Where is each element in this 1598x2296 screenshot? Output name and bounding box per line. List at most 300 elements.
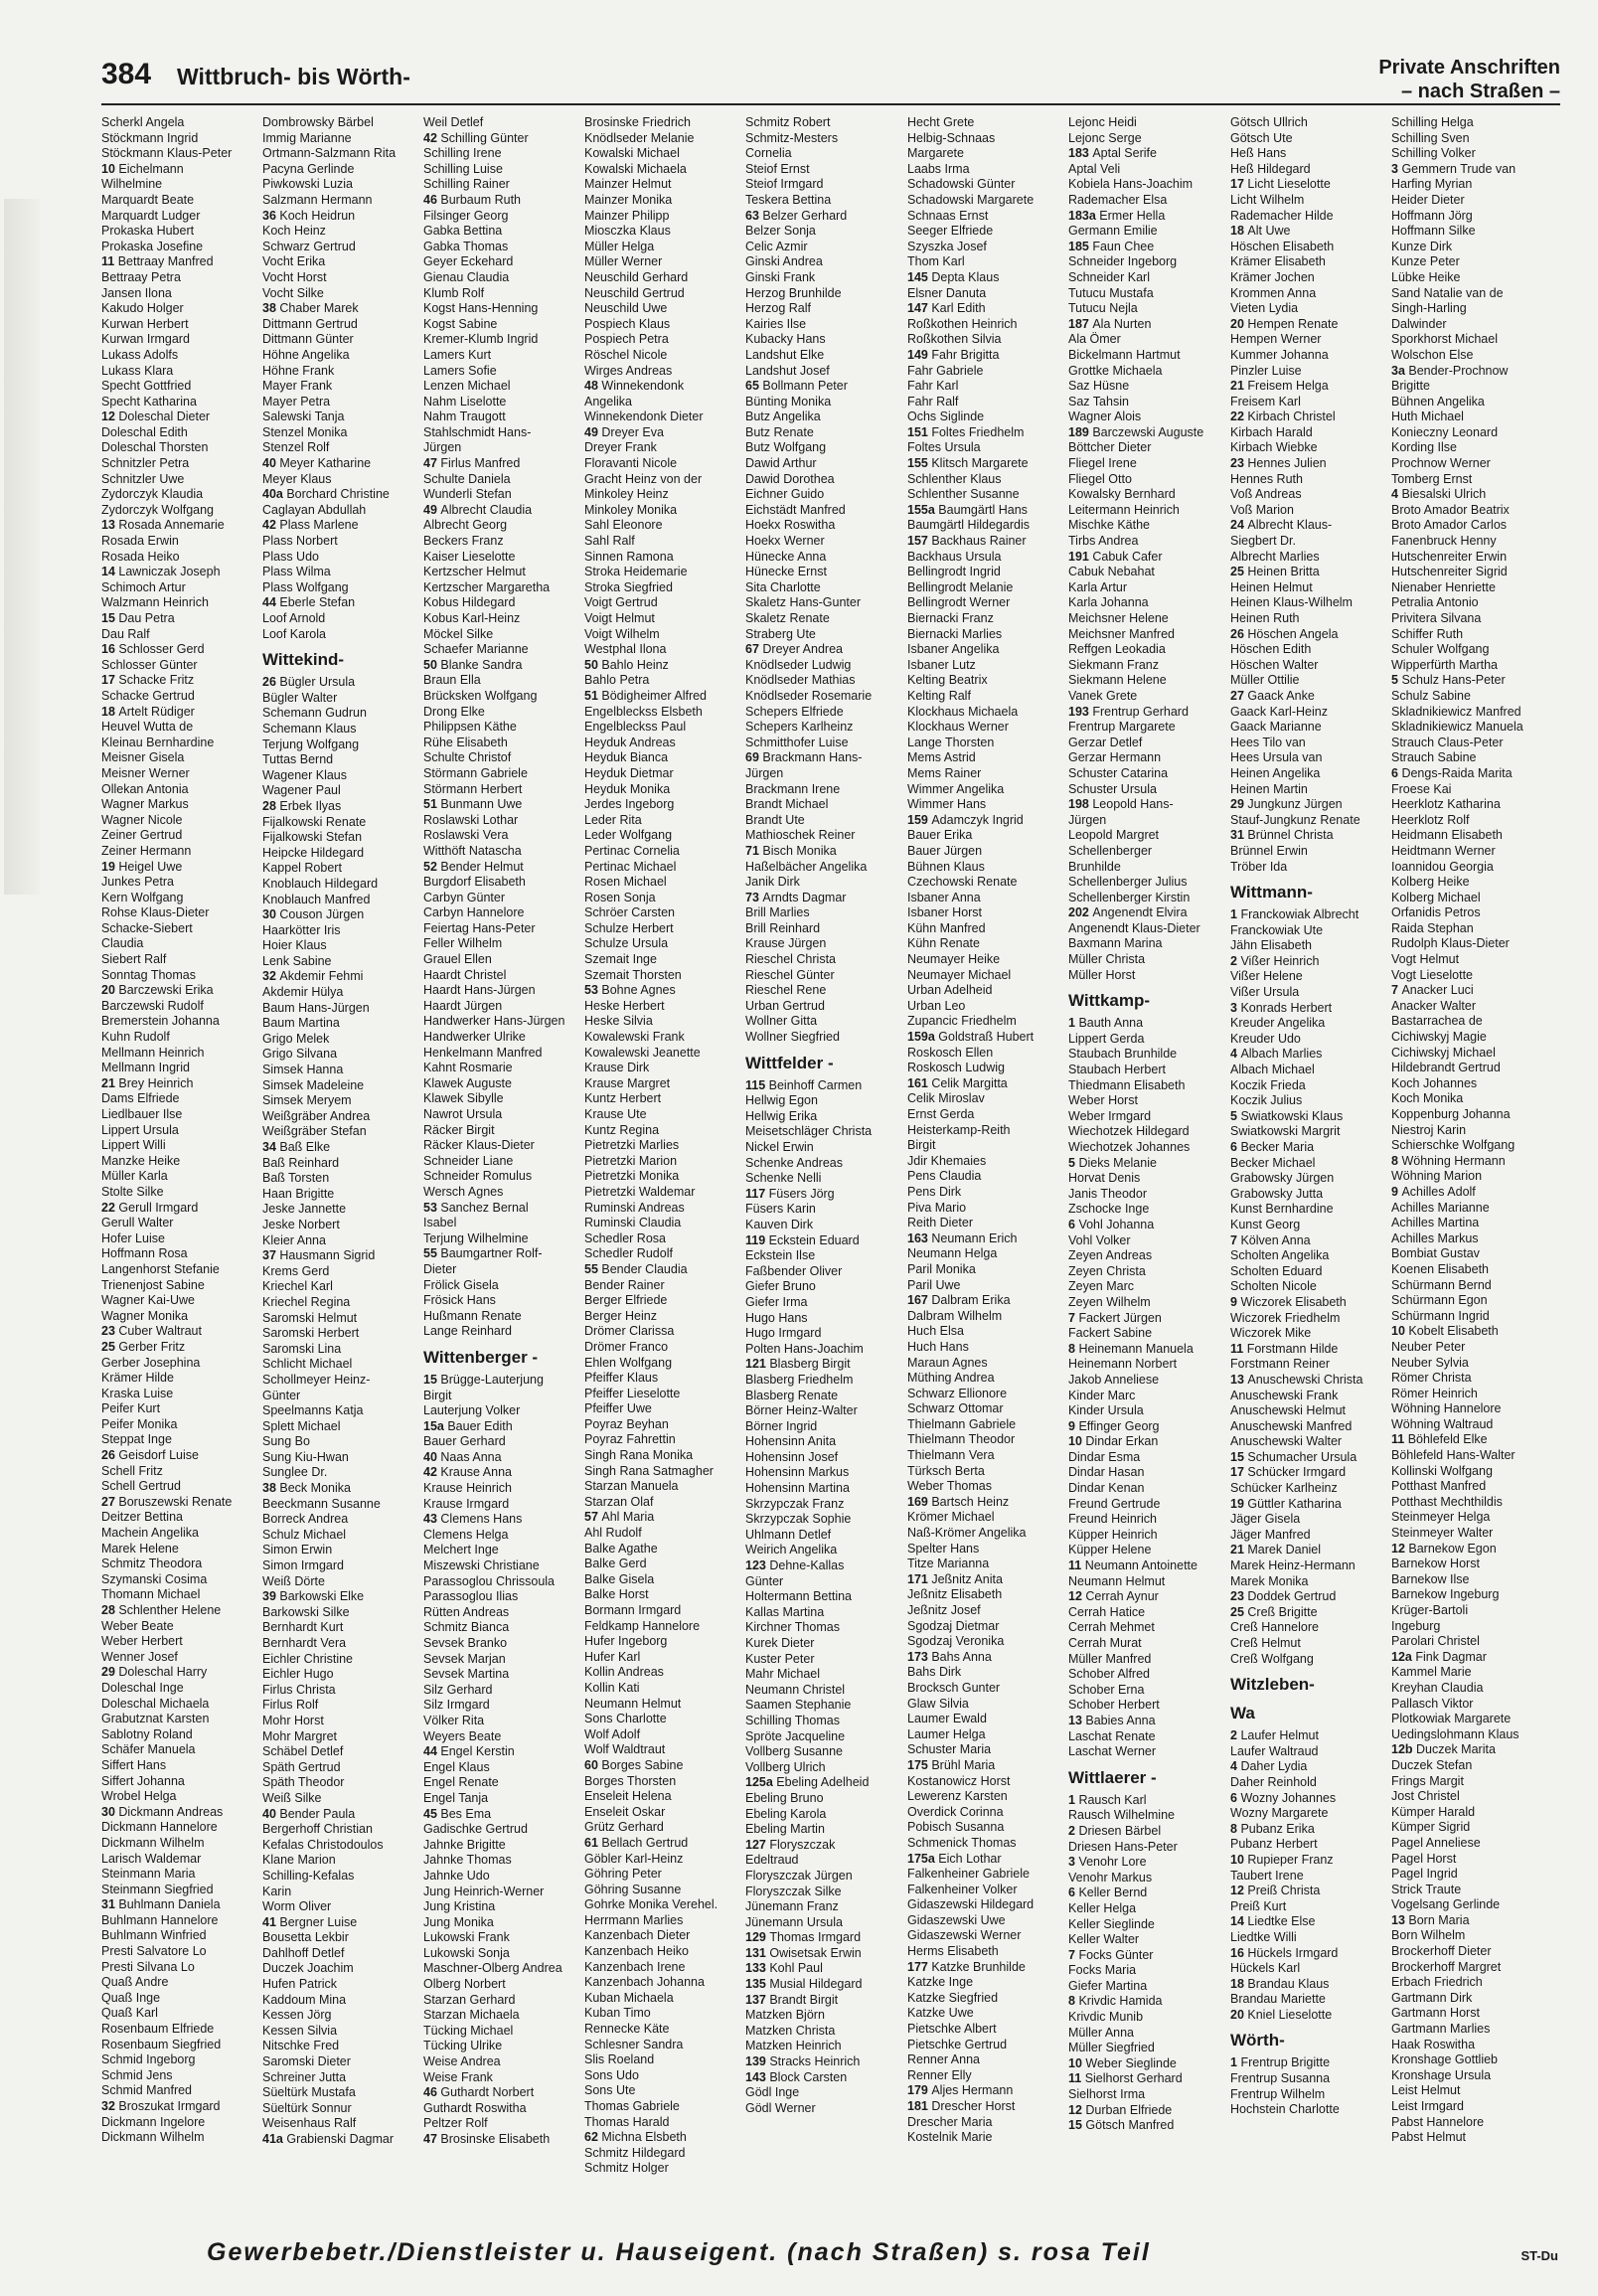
resident-entry: Engelbleckss Elsbeth: [584, 704, 703, 719]
resident-entry: 117 Füsers Jörg: [745, 1186, 835, 1201]
resident-entry: 42 Plass Marlene: [262, 518, 359, 533]
resident-entry: 49 Dreyer Eva: [584, 424, 664, 439]
house-number: 48: [584, 379, 602, 394]
directory-column: [907, 115, 1066, 2146]
resident-entry: Knödlseder Mathias: [745, 673, 856, 688]
resident-entry: Carbyn Günter: [423, 890, 505, 904]
resident-entry: 9 Wiczorek Elisabeth: [1230, 1294, 1347, 1309]
house-number: 23: [101, 1324, 119, 1339]
resident-entry: Dams Elfriede: [101, 1091, 180, 1106]
house-number: 49: [584, 424, 602, 439]
resident-entry: Driesen Hans-Peter: [1068, 1839, 1178, 1854]
resident-entry: 41 Bergner Luise: [262, 1914, 358, 1929]
resident-entry: Weber Herbert: [101, 1634, 183, 1649]
resident-entry: Lange Thorsten: [907, 735, 995, 749]
resident-entry: Sand Natalie van de: [1391, 285, 1504, 300]
house-number: 71: [745, 843, 763, 858]
resident-entry: 169 Bartsch Heinz: [907, 1494, 1010, 1509]
resident-entry: Heinen Angelika: [1230, 765, 1321, 780]
resident-entry: Focks Maria: [1068, 1963, 1137, 1978]
resident-entry: Herzog Ralf: [745, 301, 811, 316]
resident-entry: 123 Dehne-Kallas: [745, 1558, 845, 1573]
resident-entry: Vollberg Ulrich: [745, 1759, 826, 1774]
resident-entry: 181 Drescher Horst: [907, 2099, 1016, 2113]
resident-entry: Stauf-Jungkunz Renate: [1230, 812, 1360, 827]
resident-entry: Blasberg Friedhelm: [745, 1372, 854, 1387]
resident-entry: Kreyhan Claudia: [1391, 1680, 1484, 1695]
resident-entry: Lenzen Michael: [423, 379, 511, 394]
resident-entry: Götsch Ullrich: [1230, 115, 1308, 129]
house-number: 10: [1068, 2055, 1086, 2070]
resident-entry: Göhring Susanne: [584, 1882, 682, 1896]
resident-entry: Thielmann Theodor: [907, 1432, 1016, 1447]
resident-entry: 189 Barczewski Auguste: [1068, 424, 1204, 439]
resident-entry: 22 Gerull Irmgard: [101, 1200, 199, 1215]
resident-entry: Heyduk Dietmar: [584, 765, 674, 780]
resident-entry: Walzmann Heinrich: [101, 595, 209, 610]
resident-entry: Germann Emilie: [1068, 224, 1158, 239]
resident-entry: Schmenick Thomas: [907, 1835, 1017, 1850]
resident-entry: Wagner Markus: [101, 797, 189, 812]
resident-entry: Schilling Sven: [1391, 130, 1470, 145]
resident-entry: Mohr Horst: [262, 1713, 324, 1727]
resident-entry: Schuster Catarina: [1068, 765, 1169, 780]
house-number: 3: [1068, 1855, 1079, 1870]
resident-entry: Kostelnik Marie: [907, 2130, 993, 2145]
resident-entry: Anuschewski Walter: [1230, 1434, 1343, 1449]
resident-entry: 1 Frentrup Brigitte: [1230, 2055, 1331, 2070]
resident-entry: Götsch Ute: [1230, 130, 1293, 145]
resident-entry: Dindar Hasan: [1068, 1465, 1145, 1480]
house-number: 20: [1230, 2007, 1248, 2022]
resident-entry: Giefer Martina: [1068, 1978, 1148, 1993]
resident-entry: 13 Anuschewski Christa: [1230, 1372, 1363, 1387]
resident-entry: Anacker Walter: [1391, 998, 1476, 1013]
resident-entry: Ingeburg: [1391, 1618, 1441, 1633]
resident-entry: Pietretzki Marion: [584, 1153, 678, 1168]
resident-entry: Krämer Hilde: [101, 1371, 174, 1386]
resident-entry: 7 Kölven Anna: [1230, 1232, 1311, 1247]
resident-entry: Specht Katharina: [101, 394, 197, 409]
house-number: 18: [1230, 224, 1248, 239]
resident-entry: Krause Margret: [584, 1075, 671, 1090]
resident-entry: Leder Wolfgang: [584, 828, 673, 843]
house-number: 147: [907, 301, 932, 316]
resident-entry: Roßkothen Heinrich: [907, 316, 1018, 331]
resident-entry: Wersch Agnes: [423, 1184, 504, 1199]
resident-entry: Göhring Peter: [584, 1867, 662, 1882]
resident-entry: Sons Ute: [584, 2083, 636, 2098]
resident-entry: Kaiser Lieselotte: [423, 549, 516, 564]
resident-entry: Worm Oliver: [262, 1899, 332, 1914]
resident-entry: Zydorczyk Klaudia: [101, 487, 204, 502]
resident-entry: Hoier Klaus: [262, 938, 327, 953]
house-number: 198: [1068, 797, 1093, 812]
resident-entry: Loof Karola: [262, 626, 326, 641]
house-number: 7: [1068, 1947, 1079, 1962]
resident-entry: Lukass Klara: [101, 363, 174, 378]
resident-entry: Zydorczyk Wolfgang: [101, 502, 215, 517]
house-number: 67: [745, 642, 763, 657]
resident-entry: Krommen Anna: [1230, 285, 1317, 300]
house-number: 45: [423, 1806, 441, 1821]
resident-entry: Voigt Gertrud: [584, 595, 658, 610]
house-number: 10: [1230, 1852, 1248, 1867]
resident-entry: Krause Irmgard: [423, 1496, 510, 1511]
resident-entry: Poyraz Beyhan: [584, 1416, 669, 1431]
resident-entry: Parolari Christel: [1391, 1634, 1480, 1649]
resident-entry: 28 Schlenther Helene: [101, 1603, 222, 1617]
resident-entry: 10 Dindar Erkan: [1068, 1434, 1159, 1449]
resident-entry: Krämer Jochen: [1230, 269, 1315, 284]
resident-entry: Zeyen Andreas: [1068, 1248, 1153, 1263]
resident-entry: 45 Bes Ema: [423, 1806, 492, 1821]
resident-entry: Brill Reinhard: [745, 920, 821, 935]
house-number: 9: [1230, 1294, 1241, 1309]
resident-entry: Liedtke Willi: [1230, 1929, 1297, 1944]
street-heading: Wittlaerer -: [1068, 1767, 1157, 1787]
resident-entry: 55 Baumgartner Rolf-: [423, 1246, 543, 1261]
resident-entry: Stenzel Rolf: [262, 440, 330, 455]
resident-entry: Lippert Ursula: [101, 1122, 179, 1137]
resident-entry: Thielmann Gabriele: [907, 1416, 1017, 1431]
resident-entry: Bauer Jürgen: [907, 843, 983, 858]
resident-entry: Schober Erna: [1068, 1682, 1145, 1697]
resident-entry: Neumann Helmut: [1068, 1573, 1166, 1588]
resident-entry: 7 Focks Günter: [1068, 1947, 1154, 1962]
resident-entry: Balke Gerd: [584, 1557, 647, 1571]
resident-entry: Ollekan Antonia: [101, 781, 189, 796]
resident-entry: Mischke Käthe: [1068, 518, 1150, 533]
resident-entry: 17 Schücker Irmgard: [1230, 1465, 1347, 1480]
resident-entry: 177 Katzke Brunhilde: [907, 1959, 1026, 1974]
resident-entry: Lange Reinhard: [423, 1324, 512, 1339]
resident-entry: Kahnt Rosmarie: [423, 1061, 513, 1075]
resident-entry: Hellwig Egon: [745, 1093, 818, 1108]
resident-entry: Backhaus Ursula: [907, 549, 1002, 564]
house-number: 23: [1230, 1589, 1248, 1604]
resident-entry: Späth Theodor: [262, 1775, 345, 1790]
resident-entry: 1 Franckowiak Albrecht: [1230, 907, 1359, 922]
resident-entry: Horvat Denis: [1068, 1171, 1141, 1186]
resident-entry: Weil Detlef: [423, 115, 484, 129]
resident-entry: Skladnikiewicz Manfred: [1391, 704, 1521, 719]
resident-entry: Weiß Silke: [262, 1790, 322, 1805]
resident-entry: Höhne Angelika: [262, 347, 350, 362]
resident-entry: Börner Ingrid: [745, 1418, 818, 1433]
resident-entry: Wiechotzek Johannes: [1068, 1140, 1191, 1154]
house-number: 26: [101, 1448, 119, 1463]
house-number: 53: [584, 983, 602, 998]
resident-entry: Mainzer Helmut: [584, 177, 672, 192]
resident-entry: Hohensinn Josef: [745, 1449, 839, 1464]
resident-entry: Aptal Veli: [1068, 161, 1121, 176]
resident-entry: Hohensinn Anita: [745, 1434, 837, 1449]
resident-entry: 149 Fahr Brigitta: [907, 347, 1000, 362]
resident-entry: Wöhning Waltraud: [1391, 1416, 1494, 1431]
resident-entry: Hoekx Werner: [745, 534, 825, 549]
house-number: 191: [1068, 549, 1093, 564]
resident-entry: Faßbender Oliver: [745, 1263, 843, 1278]
resident-entry: Skladnikiewicz Manuela: [1391, 720, 1523, 735]
resident-entry: Isbaner Horst: [907, 905, 983, 920]
resident-entry: Barnekow Ingeburg: [1391, 1587, 1500, 1602]
resident-entry: Borges Thorsten: [584, 1773, 677, 1788]
resident-entry: Füsers Karin: [745, 1202, 816, 1217]
resident-entry: Brandau Mariette: [1230, 1992, 1326, 2007]
resident-entry: Hufer Ingeborg: [584, 1634, 668, 1649]
street-heading: Wittmann-: [1230, 883, 1313, 902]
house-number: 8: [1068, 1994, 1079, 2009]
footer-note: Gewerbebetr./Dienstleister u. Hauseigent. (nach Straßen) s. rosa Teil: [207, 2238, 1151, 2266]
resident-entry: Schulz Michael: [262, 1527, 347, 1542]
house-number: 6: [1068, 1886, 1079, 1900]
resident-entry: Feiertag Hans-Peter: [423, 920, 536, 935]
house-number: 36: [262, 208, 280, 223]
resident-entry: Engel Klaus: [423, 1759, 490, 1774]
resident-entry: Dickmann Hannelore: [101, 1820, 218, 1835]
resident-entry: Koch Johannes: [1391, 1075, 1478, 1090]
resident-entry: Roslawski Lothar: [423, 812, 519, 827]
resident-entry: Landshut Elke: [745, 347, 825, 362]
resident-entry: Trienenjost Sabine: [101, 1277, 205, 1292]
resident-entry: Fahr Karl: [907, 379, 959, 394]
resident-entry: 3 Venohr Lore: [1068, 1855, 1147, 1870]
resident-entry: Krömer Michael: [907, 1510, 995, 1525]
resident-entry: Lukass Adolfs: [101, 347, 179, 362]
resident-entry: Schenke Nelli: [745, 1171, 822, 1186]
house-number: 40: [262, 456, 280, 471]
house-number: 13: [1068, 1713, 1086, 1727]
house-number: 25: [1230, 565, 1248, 579]
resident-entry: Kuban Michaela: [584, 1990, 674, 2005]
resident-entry: Specht Gottfried: [101, 379, 192, 394]
resident-entry: Frentrup Susanna: [1230, 2071, 1331, 2086]
resident-entry: Barkowski Silke: [262, 1604, 350, 1619]
resident-entry: Renner Elly: [907, 2067, 972, 2082]
resident-entry: Hecht Grete: [907, 115, 975, 129]
resident-entry: Neuschild Gertrud: [584, 285, 685, 300]
resident-entry: Wipperfürth Martha: [1391, 657, 1498, 672]
resident-entry: Buhlmann Winfried: [101, 1928, 207, 1943]
resident-entry: Cichiwskyj Magie: [1391, 1030, 1487, 1045]
resident-entry: Saz Hüsne: [1068, 379, 1130, 394]
resident-entry: Pfeiffer Uwe: [584, 1401, 652, 1416]
resident-entry: Schnitzler Petra: [101, 456, 190, 471]
house-number: 52: [423, 859, 441, 874]
resident-entry: Cerrah Mehmet: [1068, 1620, 1155, 1635]
resident-entry: Voß Marion: [1230, 502, 1294, 517]
resident-entry: Leopold Margret: [1068, 828, 1160, 843]
resident-entry: Hünecke Anna: [745, 549, 827, 564]
resident-entry: Pallasch Viktor: [1391, 1696, 1474, 1711]
resident-entry: Eckstein Ilse: [745, 1248, 816, 1263]
resident-entry: Steinmeyer Helga: [1391, 1510, 1491, 1525]
resident-entry: Grabowsky Jürgen: [1230, 1171, 1335, 1186]
resident-entry: 23 Doddek Gertrud: [1230, 1589, 1337, 1604]
resident-entry: Ginski Andrea: [745, 254, 823, 269]
resident-entry: Kirbach Wiebke: [1230, 440, 1318, 455]
street-heading: Wörth-: [1230, 2031, 1285, 2050]
house-number: 4: [1230, 1759, 1241, 1774]
resident-entry: Kreuder Angelika: [1230, 1016, 1326, 1031]
resident-entry: Koczik Julius: [1230, 1093, 1303, 1108]
house-number: 21: [101, 1075, 119, 1090]
resident-entry: Heerklotz Katharina: [1391, 797, 1501, 812]
resident-entry: Böttcher Dieter: [1068, 440, 1152, 455]
resident-entry: 17 Schacke Fritz: [101, 673, 195, 688]
resident-entry: Strauch Claus-Peter: [1391, 735, 1504, 749]
resident-entry: Schmitz Robert: [745, 115, 831, 129]
resident-entry: 183a Ermer Hella: [1068, 208, 1166, 223]
resident-entry: Meisetschläger Christa: [745, 1124, 873, 1139]
resident-entry: Grabowsky Jutta: [1230, 1186, 1324, 1201]
resident-entry: Sablotny Roland: [101, 1726, 193, 1741]
resident-entry: Frölick Gisela: [423, 1277, 499, 1292]
directory-column: [745, 115, 904, 2116]
resident-entry: 12 Doleschal Dieter: [101, 410, 211, 424]
resident-entry: 115 Beinhoff Carmen: [745, 1077, 863, 1092]
resident-entry: Schulz Sabine: [1391, 688, 1471, 703]
resident-entry: Beeckmann Susanne: [262, 1496, 381, 1511]
resident-entry: Dalwinder: [1391, 316, 1447, 331]
house-number: 5: [1068, 1155, 1079, 1170]
house-number: 3: [1391, 161, 1402, 176]
resident-entry: Kowalsky Bernhard: [1068, 487, 1176, 502]
house-number: 7: [1391, 983, 1402, 998]
resident-entry: Hees Ursula van: [1230, 750, 1323, 765]
resident-entry: 44 Engel Kerstin: [423, 1744, 515, 1759]
resident-entry: Weißgräber Stefan: [262, 1124, 367, 1139]
house-number: 177: [907, 1959, 932, 1974]
resident-entry: Brocksch Gunter: [907, 1680, 1001, 1695]
resident-entry: 38 Beck Monika: [262, 1481, 351, 1496]
resident-entry: Mainzer Monika: [584, 192, 673, 207]
resident-entry: Terjung Wilhelmine: [423, 1230, 529, 1245]
resident-entry: Machein Angelika: [101, 1526, 199, 1541]
resident-entry: Siekmann Helene: [1068, 673, 1167, 688]
resident-entry: Isabel: [423, 1216, 457, 1230]
resident-entry: 143 Block Carsten: [745, 2069, 848, 2084]
resident-entry: 163 Neumann Erich: [907, 1230, 1018, 1245]
resident-entry: Lenk Sabine: [262, 953, 332, 968]
house-number: 183: [1068, 146, 1093, 161]
resident-entry: Gidaszewski Uwe: [907, 1912, 1006, 1927]
resident-entry: Müller Ottilie: [1230, 673, 1300, 688]
resident-entry: 185 Faun Chee: [1068, 239, 1155, 253]
resident-entry: Heß Hans: [1230, 146, 1287, 161]
resident-entry: Knödlseder Ludwig: [745, 657, 852, 672]
resident-entry: 32 Akdemir Fehmi: [262, 969, 364, 984]
resident-entry: Dombrowsky Bärbel: [262, 115, 374, 129]
resident-entry: Pertinac Cornelia: [584, 843, 680, 858]
resident-entry: Teskera Bettina: [745, 192, 832, 207]
resident-entry: Kaddoum Mina: [262, 1992, 347, 2007]
resident-entry: Scholten Nicole: [1230, 1279, 1317, 1294]
resident-entry: Weise Frank: [423, 2069, 493, 2084]
resident-entry: Schneider Ingeborg: [1068, 254, 1178, 269]
house-number: 17: [1230, 1465, 1248, 1480]
resident-entry: Laufer Waltraud: [1230, 1743, 1319, 1758]
house-number: 19: [101, 859, 119, 874]
resident-entry: 53 Sanchez Bernal: [423, 1200, 529, 1215]
resident-entry: Nickel Erwin: [745, 1140, 814, 1154]
resident-entry: Kunst Georg: [1230, 1217, 1301, 1231]
resident-entry: Staubach Brunhilde: [1068, 1047, 1178, 1062]
page-header: [101, 52, 1560, 105]
resident-entry: Koch Monika: [1391, 1091, 1464, 1106]
resident-entry: Voigt Helmut: [584, 611, 655, 625]
resident-entry: Weber Thomas: [907, 1479, 992, 1494]
street-heading: Witzleben-: [1230, 1675, 1315, 1695]
resident-entry: Müller Horst: [1068, 967, 1136, 982]
house-number: 125a: [745, 1775, 777, 1790]
resident-entry: Cichiwskyj Michael: [1391, 1045, 1496, 1060]
resident-entry: Simsek Hanna: [262, 1063, 344, 1077]
resident-entry: Müller Siegfried: [1068, 2041, 1155, 2055]
resident-entry: Splett Michael: [262, 1418, 341, 1433]
resident-entry: Gienau Claudia: [423, 269, 510, 284]
resident-entry: Kakudo Holger: [101, 301, 184, 316]
resident-entry: Birgit: [907, 1138, 936, 1153]
resident-entry: Feller Wilhelm: [423, 936, 503, 951]
resident-entry: Kühn Manfred: [907, 920, 986, 935]
resident-entry: 15 Dau Petra: [101, 611, 175, 625]
street-range-title: Wittbruch- bis Wörth-: [177, 64, 410, 89]
resident-entry: Saromski Herbert: [262, 1326, 360, 1341]
resident-entry: Wimmer Angelika: [907, 781, 1005, 796]
resident-entry: 42 Schilling Günter: [423, 130, 529, 145]
resident-entry: 71 Bisch Monika: [745, 843, 837, 858]
resident-entry: Schmitz Theodora: [101, 1557, 203, 1571]
resident-entry: 43 Clemens Hans: [423, 1512, 523, 1527]
resident-entry: Hoekx Roswitha: [745, 518, 836, 533]
resident-entry: Skrzypczak Franz: [745, 1496, 845, 1511]
resident-entry: Lukowski Sonja: [423, 1945, 510, 1960]
resident-entry: 18 Brandau Klaus: [1230, 1976, 1330, 1991]
resident-entry: Sevsek Martina: [423, 1667, 510, 1682]
directory-column: [262, 115, 421, 2148]
resident-entry: Kording Ilse: [1391, 440, 1458, 455]
resident-entry: Pfeiffer Klaus: [584, 1371, 659, 1386]
resident-entry: Gerber Josephina: [101, 1355, 201, 1370]
resident-entry: Kolberg Heike: [1391, 875, 1470, 890]
resident-entry: Heuvel Wutta de: [101, 720, 194, 735]
resident-entry: Matzken Björn: [745, 2008, 825, 2023]
house-number: 15: [1230, 1449, 1248, 1464]
house-number: 123: [745, 1558, 770, 1573]
resident-entry: Vocht Silke: [262, 285, 324, 300]
resident-entry: Schneider Romulus: [423, 1169, 533, 1184]
resident-entry: Isbaner Angelika: [907, 642, 1000, 657]
house-number: 46: [423, 192, 441, 207]
resident-entry: Schürmann Egon: [1391, 1293, 1488, 1308]
resident-entry: Sgodzaj Veronika: [907, 1634, 1005, 1649]
resident-entry: Tomberg Ernst: [1391, 471, 1473, 486]
resident-entry: Küpper Heinrich: [1068, 1527, 1158, 1542]
resident-entry: Lejonc Serge: [1068, 130, 1142, 145]
resident-entry: Schell Fritz: [101, 1463, 163, 1478]
resident-entry: Pietretzki Waldemar: [584, 1184, 696, 1199]
resident-entry: Minkoley Heinz: [584, 487, 669, 502]
resident-entry: Neumayer Heike: [907, 952, 1001, 967]
resident-entry: Berger Elfriede: [584, 1293, 668, 1308]
resident-entry: Klockhaus Michaela: [907, 704, 1019, 719]
resident-entry: Tutucu Nejla: [1068, 301, 1138, 316]
resident-entry: Haarkötter Iris: [262, 922, 341, 937]
resident-entry: Bauer Erika: [907, 828, 973, 843]
resident-entry: Herzog Brunhilde: [745, 285, 842, 300]
